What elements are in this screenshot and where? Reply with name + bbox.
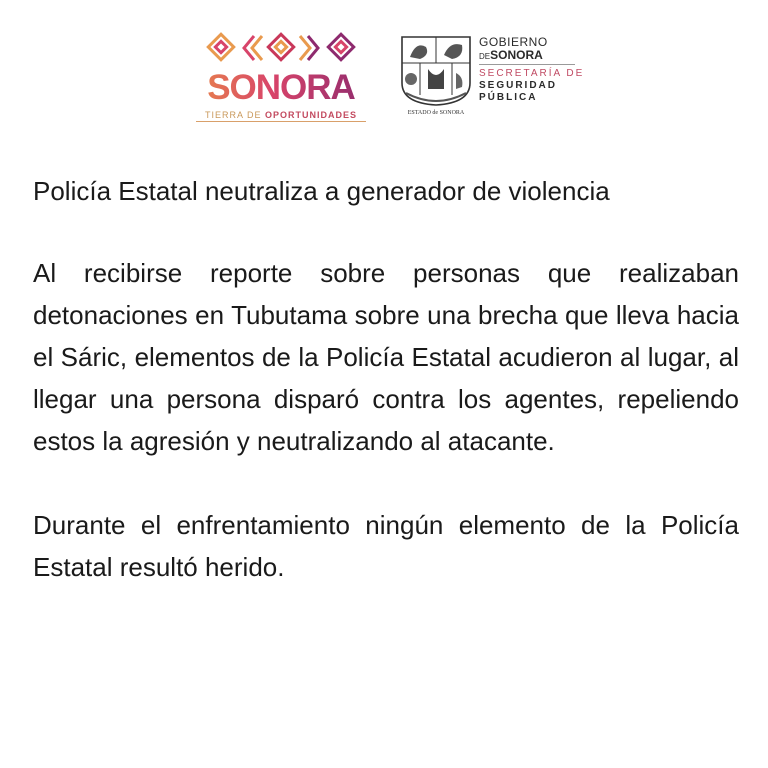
government-logo <box>479 36 589 103</box>
article-paragraph: Durante el enfrentamiento ningún elemento de la Policía Estatal resultó herido. <box>33 510 739 582</box>
tagline-rule <box>196 121 366 122</box>
gov-line-gobierno: GOBIERNO <box>479 35 548 49</box>
gov-line-seguridad: SEGURIDAD <box>479 80 558 91</box>
sonora-logo <box>192 32 370 124</box>
coat-of-arms-icon <box>398 33 474 107</box>
state-crest <box>398 33 474 117</box>
gov-line-sonora <box>479 49 589 61</box>
header-logos <box>0 30 768 130</box>
sonora-wordmark: SONORA <box>192 68 370 108</box>
ornament-icon <box>202 32 360 68</box>
gov-line-publica: PÚBLICA <box>479 92 538 103</box>
tagline-prefix: TIERRA DE <box>204 110 265 120</box>
gov-line-sonora-bold: SONORA <box>490 48 543 62</box>
article-paragraph: Al recibirse reporte sobre personas que realizaban detonaciones en Tubutama sobre una brecha que lleva hacia el Sáric, elementos de la Policía Estatal acudieron al lugar, al llegar una persona disparó contra los agentes, repeliendo estos la agresión y neutralizando al atacante. <box>33 258 739 456</box>
sonora-tagline <box>192 110 370 120</box>
gov-line-secretaria: SECRETARÍA DE <box>479 68 585 79</box>
crest-caption: ESTADO de SONORA <box>407 110 465 116</box>
tagline-emphasis: OPORTUNIDADES <box>265 110 358 120</box>
article-title: Policía Estatal neutraliza a generador de violencia <box>33 176 610 206</box>
gov-divider <box>479 64 575 65</box>
gov-line-de: DE <box>479 52 491 61</box>
article <box>33 170 739 588</box>
